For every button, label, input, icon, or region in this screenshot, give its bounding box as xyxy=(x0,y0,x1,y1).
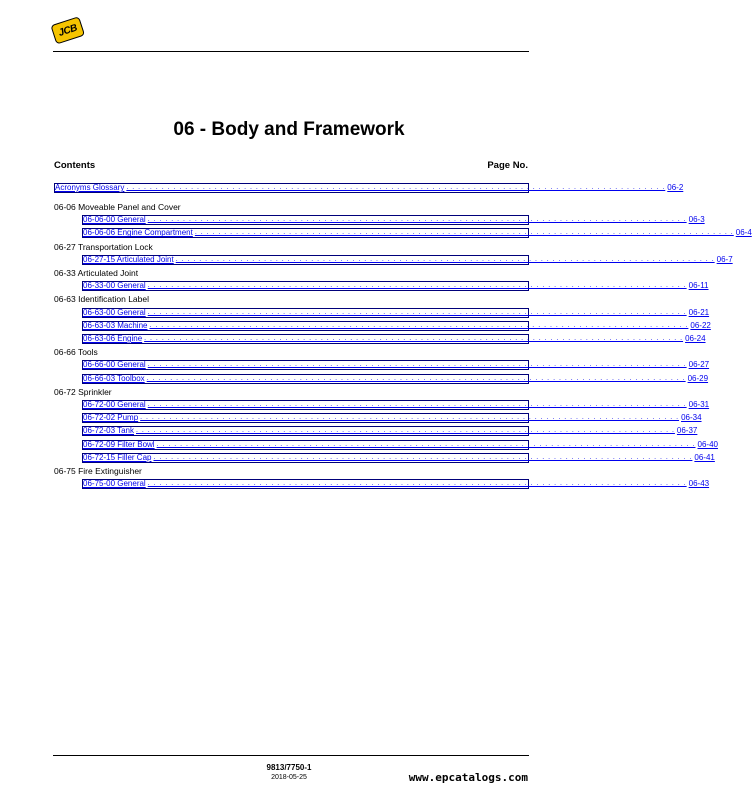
dot-leader: . . . . . . . . . . . . . . . . . . . . . . . . . . . . . . . . . . . . . . . . . . . . . . . . . . . . . . . . . . . . . . . . . . . . . . . . . . . . . . . . . . . . . . . . . . . . xyxy=(147,282,687,290)
toc-page-number: 06-4 xyxy=(735,228,752,238)
toc-section-heading: 06-33 Articulated Joint xyxy=(54,268,139,278)
toc-link-label: 06-66-00 General xyxy=(83,360,146,370)
toc-link-label: 06-75-00 General xyxy=(83,479,146,489)
dot-leader: . . . . . . . . . . . . . . . . . . . . . . . . . . . . . . . . . . . . . . . . . . . . . . . . . . . . . . . . . . . . . . . . . . . . . . . . . . . . . . . . . . . . . . . . . . . . xyxy=(147,216,687,224)
toc-link-label: 06-72-02 Pump xyxy=(83,413,139,423)
toc-link[interactable] xyxy=(82,373,709,384)
page-title: 06 - Body and Framework xyxy=(173,119,405,140)
dot-leader: . . . . . . . . . . . . . . . . . . . . . . . . . . . . . . . . . . . . . . . . . . . . . . . . . . . . . . . . . . . . . . . . . . . . . . . . . . . . . . . . . . . . . . . . . . . . xyxy=(147,401,687,408)
toc-link[interactable] xyxy=(82,360,710,370)
toc-page-number: 06-2 xyxy=(667,183,684,192)
toc-section-heading: 06-75 Fire Extinguisher xyxy=(54,466,142,476)
toc-link-acronyms-glossary[interactable] xyxy=(54,183,684,193)
toc-link[interactable] xyxy=(82,452,715,463)
jcb-logo xyxy=(50,16,87,47)
toc-link-label: 06-33-00 General xyxy=(83,281,146,291)
toc-link-label: 06-27-15 Articulated Joint xyxy=(83,254,174,264)
toc-section-heading: 06-27 Transportation Lock xyxy=(54,241,153,252)
footer-rule xyxy=(53,755,529,756)
toc-link[interactable] xyxy=(82,426,698,436)
toc-link[interactable] xyxy=(82,320,711,331)
toc-page-number: 06-7 xyxy=(716,254,733,264)
toc-link-label: 06-66-03 Toolbox xyxy=(83,373,145,383)
dot-leader: . . . . . . . . . . . . . . . . . . . . . . . . . . . . . . . . . . . . . . . . . . . . . . . . . . . . . . . . . . . . . . . . . . . . . . . . . . . . . . . . . . . . . . . . . . . . xyxy=(149,321,689,329)
toc-page-number: 06-34 xyxy=(681,413,702,423)
toc-link[interactable] xyxy=(82,254,733,265)
toc-page-number: 06-31 xyxy=(688,400,710,409)
toc-link[interactable] xyxy=(82,413,702,423)
toc-page-number: 06-11 xyxy=(688,281,709,291)
toc-link-label: 06-63-00 General xyxy=(83,307,146,317)
toc-link-label: 06-72-03 Tank xyxy=(83,426,134,436)
toc-link-label: 06-06-06 Engine Compartment xyxy=(83,228,193,238)
toc-link-label: 06-06-00 General xyxy=(83,215,146,225)
toc-link-label: 06-63-06 Engine xyxy=(83,334,143,343)
dot-leader: . . . . . . . . . . . . . . . . . . . . . . . . . . . . . . . . . . . . . . . . . . . . . . . . . . . . . . . . . . . . . . . . . . . . . . . . . . . . . . . . . . . . . . . . . . . . xyxy=(147,361,687,369)
dot-leader: . . . . . . . . . . . . . . . . . . . . . . . . . . . . . . . . . . . . . . . . . . . . . . . . . . . . . . . . . . . . . . . . . . . . . . . . . . . . . . . . . . . . . . . . . . . . xyxy=(147,308,687,316)
jcb-logo-text: JCB xyxy=(50,16,85,44)
toc-page-number: 06-3 xyxy=(688,215,705,225)
toc-page-number: 06-41 xyxy=(694,452,715,462)
toc-link-label: 06-72-15 Filler Cap xyxy=(83,452,152,462)
toc-link[interactable] xyxy=(82,281,709,291)
toc-page-number: 06-21 xyxy=(688,307,710,317)
publication-date: 2018-05-25 xyxy=(271,774,307,781)
toc-link[interactable] xyxy=(82,215,705,225)
toc-section-heading: 06-66 Tools xyxy=(54,347,98,358)
dot-leader: . . . . . . . . . . . . . . . . . . . . . . . . . . . . . . . . . . . . . . . . . . . . . . . . . . . . . . . . . . . . . . . . . . . . . . . . . . . . . . . . . . . . . . . . . . . . xyxy=(140,414,680,422)
page-no-heading: Page No. xyxy=(487,160,528,171)
toc-section-heading: 06-72 Sprinkler xyxy=(54,386,112,397)
toc-link[interactable] xyxy=(82,479,710,489)
header-rule xyxy=(53,51,529,52)
toc-link-label: 06-63-03 Machine xyxy=(83,320,148,330)
toc-link[interactable] xyxy=(82,307,710,318)
dot-leader: . . . . . . . . . . . . . . . . . . . . . . . . . . . . . . . . . . . . . . . . . . . . . . . . . . . . . . . . . . . . . . . . . . . . . . . . . . . . . . . . . . . . . . . . . . . . xyxy=(126,184,666,191)
dot-leader: . . . . . . . . . . . . . . . . . . . . . . . . . . . . . . . . . . . . . . . . . . . . . . . . . . . . . . . . . . . . . . . . . . . . . . . . . . . . . . . . . . . . . . . . . . . . xyxy=(144,335,684,342)
toc-section-heading: 06-63 Identification Label xyxy=(54,294,149,305)
toc-section-heading: 06-06 Moveable Panel and Cover xyxy=(54,202,181,212)
toc-page-number: 06-29 xyxy=(687,373,709,383)
dot-leader: . . . . . . . . . . . . . . . . . . . . . . . . . . . . . . . . . . . . . . . . . . . . . . . . . . . . . . . . . . . . . . . . . . . . . . . . . . . . . . . . . . . . . . . . . . . . xyxy=(147,480,687,488)
dot-leader: . . . . . . . . . . . . . . . . . . . . . . . . . . . . . . . . . . . . . . . . . . . . . . . . . . . . . . . . . . . . . . . . . . . . . . . . . . . . . . . . . . . . . . . . . . . . xyxy=(156,440,696,448)
dot-leader: . . . . . . . . . . . . . . . . . . . . . . . . . . . . . . . . . . . . . . . . . . . . . . . . . . . . . . . . . . . . . . . . . . . . . . . . . . . . . . . . . . . . . . . . . . . . xyxy=(146,374,686,382)
toc-link[interactable] xyxy=(82,439,718,450)
toc-link[interactable] xyxy=(82,228,752,238)
dot-leader: . . . . . . . . . . . . . . . . . . . . . . . . . . . . . . . . . . . . . . . . . . . . . . . . . . . . . . . . . . . . . . . . . . . . . . . . . . . . . . . . . . . . . . . . . . . . xyxy=(136,427,675,435)
toc-link-label: 06-72-00 General xyxy=(83,400,146,409)
toc-page-number: 06-40 xyxy=(697,439,718,449)
toc-link-label: Acronyms Glossary xyxy=(55,183,125,192)
contents-heading: Contents xyxy=(54,160,96,171)
dot-leader: . . . . . . . . . . . . . . . . . . . . . . . . . . . . . . . . . . . . . . . . . . . . . . . . . . . . . . . . . . . . . . . . . . . . . . . . . . . . . . . . . . . . . . . . . . . . xyxy=(153,453,693,461)
toc-link[interactable] xyxy=(82,334,706,344)
document-number: 9813/7750-1 xyxy=(266,763,312,772)
toc-link[interactable] xyxy=(82,400,710,410)
toc-link-label: 06-72-09 Filter Bowl xyxy=(83,439,155,449)
toc-page-number: 06-43 xyxy=(688,479,710,489)
toc-page-number: 06-24 xyxy=(685,334,706,343)
toc-page-number: 06-22 xyxy=(690,320,711,330)
watermark: www.epcatalogs.com xyxy=(408,771,528,784)
toc-page-number: 06-37 xyxy=(676,426,698,436)
dot-leader: . . . . . . . . . . . . . . . . . . . . . . . . . . . . . . . . . . . . . . . . . . . . . . . . . . . . . . . . . . . . . . . . . . . . . . . . . . . . . . . . . . . . . . . . . . . . xyxy=(194,229,734,237)
toc-page-number: 06-27 xyxy=(688,360,710,370)
dot-leader: . . . . . . . . . . . . . . . . . . . . . . . . . . . . . . . . . . . . . . . . . . . . . . . . . . . . . . . . . . . . . . . . . . . . . . . . . . . . . . . . . . . . . . . . . . . . xyxy=(175,255,715,263)
